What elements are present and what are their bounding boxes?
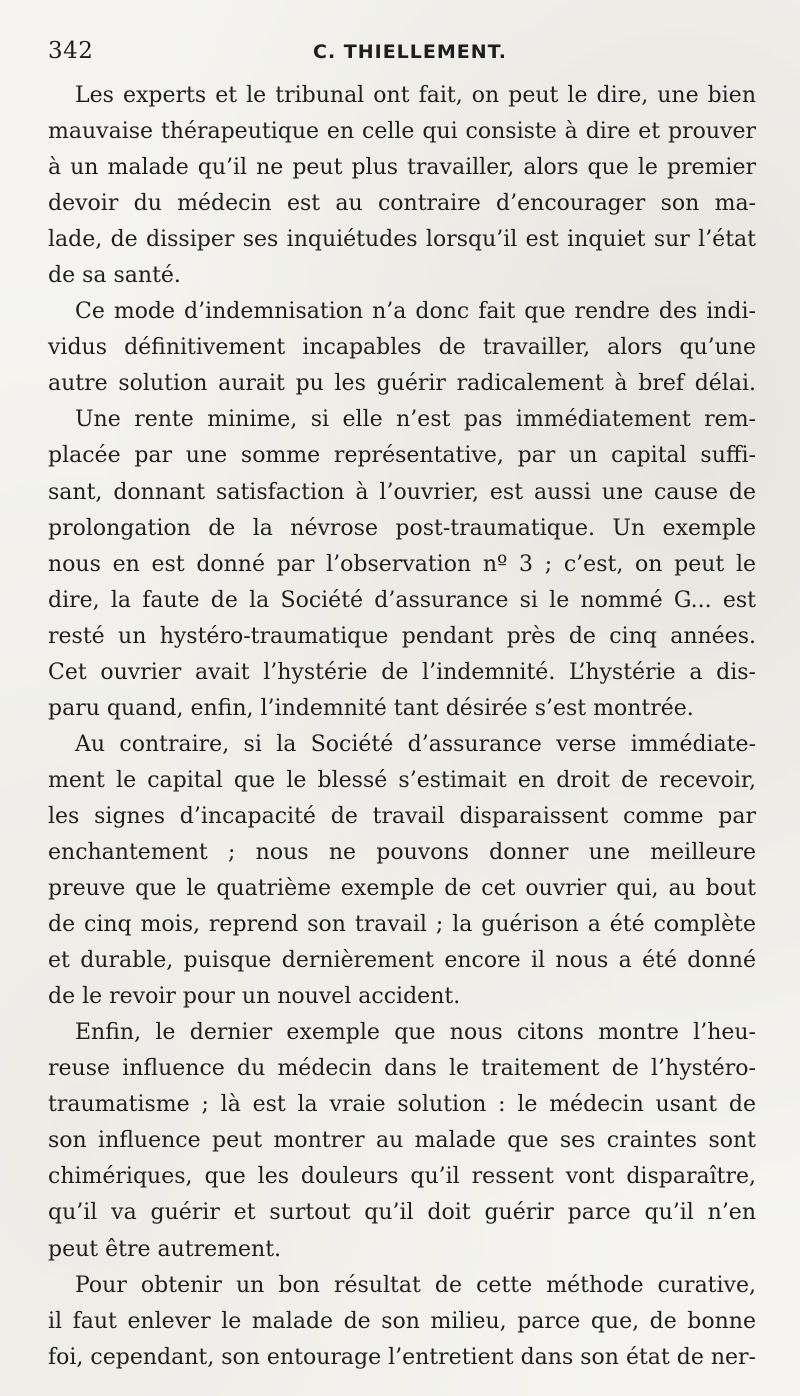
text-line: prolongation de la névrose post-traumatique. Un exemple (48, 515, 756, 541)
text-line: de cinq mois, reprend son travail ; la guérison a été complète (48, 912, 756, 938)
text-line: nous en est donné par l’observation nº 3 ; c’est, on peut le (48, 551, 756, 577)
text-line: Une rente minime, si elle n’est pas immédiatement rem- (75, 407, 756, 433)
text-line: il faut enlever le malade de son milieu, parce que, de bonne (48, 1308, 756, 1334)
text-line: de sa santé. (48, 263, 181, 289)
text-line: et durable, puisque dernièrement encore il nous a été donné (48, 948, 756, 974)
text-line: qu’il va guérir et surtout qu’il doit guérir parce qu’il n’en (48, 1200, 756, 1226)
text-line: lade, de dissiper ses inquiétudes lorsqu’il est inquiet sur l’état (48, 227, 756, 253)
text-line: chimériques, que les douleurs qu’il ressent vont disparaître, (48, 1164, 756, 1190)
text-line: placée par une somme représentative, par un capital suffi- (48, 443, 756, 469)
text-line: Pour obtenir un bon résultat de cette méthode curative, (75, 1272, 756, 1298)
text-line: vidus définitivement incapables de travailler, alors qu’une (48, 335, 756, 361)
text-line: Ce mode d’indemnisation n’a donc fait que rendre des indi- (75, 299, 756, 325)
text-line: enchantement ; nous ne pouvons donner une meilleure (48, 839, 756, 865)
text-line: autre solution aurait pu les guérir radicalement à bref délai. (48, 371, 756, 397)
text-line: resté un hystéro-traumatique pendant près de cinq années. (48, 623, 756, 649)
running-head (48, 38, 756, 70)
text-line: sant, donnant satisfaction à l’ouvrier, est aussi une cause de (48, 479, 756, 505)
text-line: dire, la faute de la Société d’assurance si le nommé G... est (48, 587, 756, 613)
text-line: reuse influence du médecin dans le traitement de l’hystéro- (48, 1056, 756, 1082)
text-line: mauvaise thérapeutique en celle qui consiste à dire et prouver (48, 119, 756, 145)
text-line: de le revoir pour un nouvel accident. (48, 984, 461, 1010)
text-line: Les experts et le tribunal ont fait, on peut le dire, une bien (75, 83, 756, 108)
text-line: traumatisme ; là est la vraie solution : le médecin usant de (48, 1092, 756, 1118)
text-line: peut être autrement. (48, 1236, 282, 1262)
page-number: 342 (48, 38, 94, 64)
text-line: devoir du médecin est au contraire d’encourager son ma- (48, 191, 756, 217)
text-line: ment le capital que le blessé s’estimait en droit de recevoir, (48, 767, 756, 793)
text-line: Cet ouvrier avait l’hystérie de l’indemnité. L’hystérie a dis- (48, 659, 756, 685)
body-text (48, 78, 756, 1376)
text-line: Au contraire, si la Société d’assurance verse immédiate- (75, 731, 756, 757)
running-head-title: C. THIELLEMENT. (313, 41, 507, 63)
text-line: les signes d’incapacité de travail disparaissent comme par (48, 803, 756, 829)
text-line: Enfin, le dernier exemple que nous citons montre l’heu- (75, 1020, 756, 1046)
text-line: son influence peut montrer au malade que ses craintes sont (48, 1128, 756, 1154)
text-line: paru quand, enfin, l’indemnité tant désirée s’est montrée. (48, 695, 694, 721)
text-line: preuve que le quatrième exemple de cet ouvrier qui, au bout (48, 876, 756, 902)
text-line: à un malade qu’il ne peut plus travailler, alors que le premier (48, 155, 756, 181)
text-line: foi, cependant, son entourage l’entretient dans son état de ner- (48, 1344, 756, 1370)
